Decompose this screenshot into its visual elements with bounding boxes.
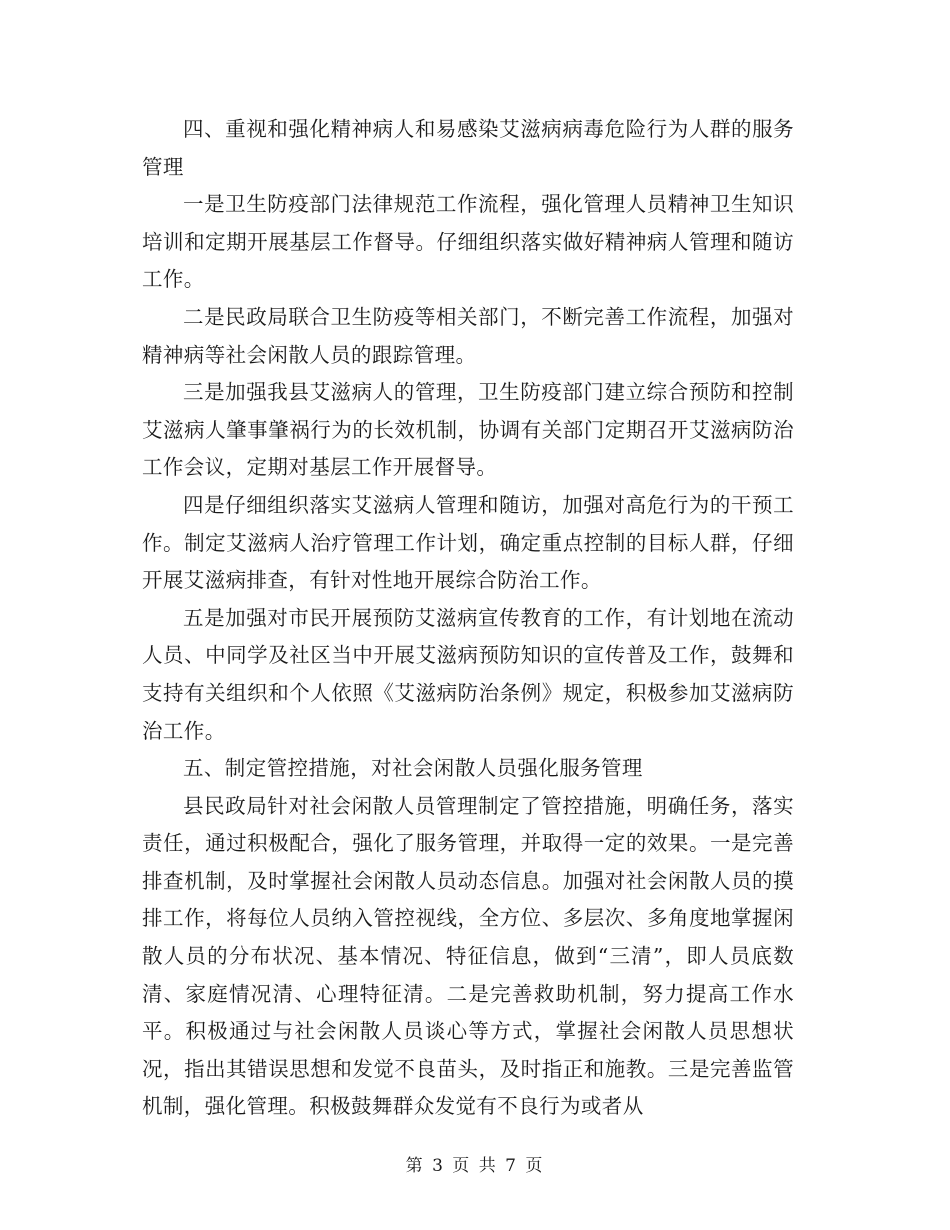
page-number: 第 3 页 共 7 页 [405,1156,545,1176]
paragraph-item-5: 五是加强对市民开展预防艾滋病宣传教育的工作，有计划地在流动人员、中同学及社区当中开展艾滋病预防知识的宣传普及工作，鼓舞和支持有关组织和个人依照《艾滋病防治条例》规定，积极参加艾滋病防治工作。 [142,605,794,743]
paragraph-item-1: 一是卫生防疫部门法律规范工作流程，强化管理人员精神卫生知识培训和定期开展基层工作督导。仔细组织落实做好精神病人管理和随访工作。 [142,192,794,292]
paragraph-body: 县民政局针对社会闲散人员管理制定了管控措施，明确任务，落实责任，通过积极配合，强化了服务管理，并取得一定的效果。一是完善排查机制，及时掌握社会闲散人员动态信息。加强对社会闲散人员的摸排工作，将每位人员纳入管控视线，全方位、多层次、多角度地掌握闲散人员的分布状况、基本情况、特征信息，做到“三清”，即人员底数清、家庭情况清、心理特征清。二是完善救助机制，努力提高工作水平。积极通过与社会闲散人员谈心等方式，掌握社会闲散人员思想状况，指出其错误思想和发觉不良苗头，及时指正和施教。三是完善监管机制，强化管理。积极鼓舞群众发觉有不良行为或者从 [142,793,794,1119]
paragraph-item-3: 三是加强我县艾滋病人的管理，卫生防疫部门建立综合预防和控制艾滋病人肇事肇祸行为的长效机制，协调有关部门定期召开艾滋病防治工作会议，定期对基层工作开展督导。 [142,380,794,480]
paragraph-item-2: 二是民政局联合卫生防疫等相关部门，不断完善工作流程，加强对精神病等社会闲散人员的跟踪管理。 [142,304,794,367]
page-footer [0,1151,950,1176]
section-heading-four: 四、重视和强化精神病人和易感染艾滋病病毒危险行为人群的服务管理 [142,117,794,179]
paragraph-item-4: 四是仔细组织落实艾滋病人管理和随访，加强对高危行为的干预工作。制定艾滋病人治疗管理工作计划，确定重点控制的目标人群，仔细开展艾滋病排查，有针对性地开展综合防治工作。 [142,492,794,593]
document-body [142,111,794,1126]
section-heading-five: 五、制定管控措施，对社会闲散人员强化服务管理 [183,756,643,781]
